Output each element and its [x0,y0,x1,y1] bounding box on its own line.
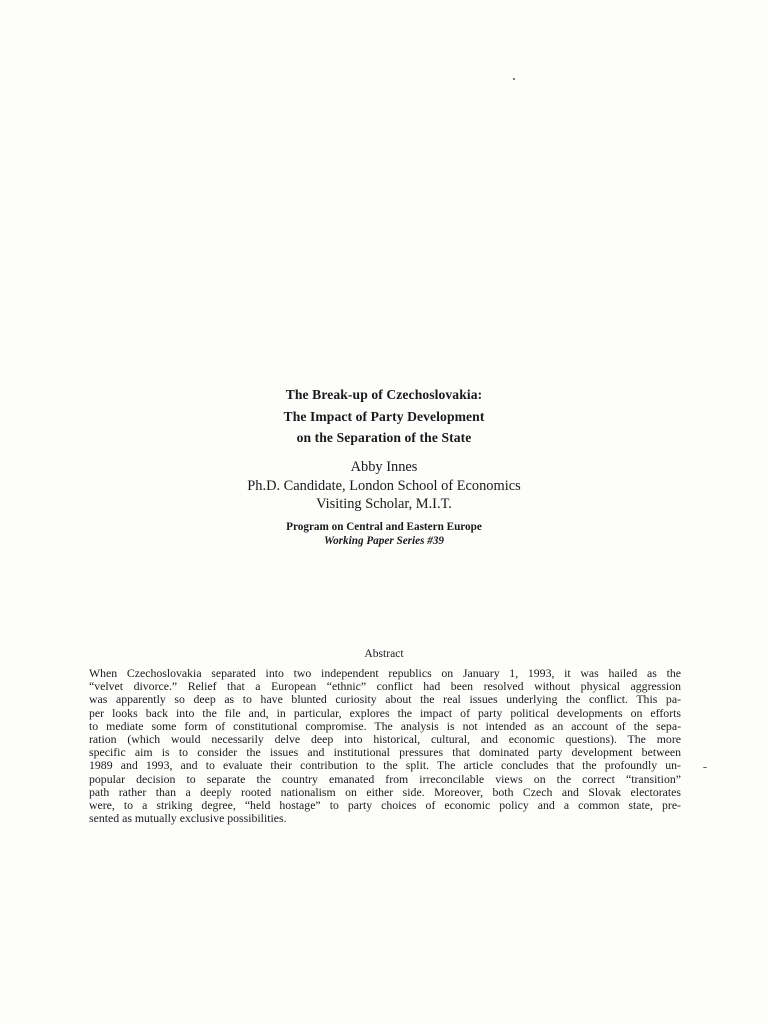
paper-title [0,384,768,449]
title-line-3: on the Separation of the State [296,430,472,445]
program-name: Program on Central and Eastern Europe [286,521,482,533]
scan-speck [513,78,515,80]
title-line-1: The Break-up of Czechoslovakia: [285,387,483,402]
scan-speck [703,767,707,768]
abstract-line: were, to a striking degree, “held hostage” to party choices of economic policy and a common state, pre- [89,798,681,813]
program-block [0,520,768,548]
abstract-line: When Czechoslovakia separated into two independent republics on January 1, 1993, it was hailed as the [89,666,681,680]
abstract-line: “velvet divorce.” Relief that a European “ethnic” conflict had been resolved without physical aggression [89,679,681,694]
abstract-line: ration (which would necessarily delve deep into historical, cultural, and economic questions). The more [89,732,681,747]
abstract-line: was apparently so deep as to have blunted curiosity about the real issues underlying the conflict. This pa- [89,692,681,707]
author-name: Abby Innes [350,459,418,475]
abstract-line: specific aim is to consider the issues and institutional pressures that dominated party development between [89,745,681,760]
author-affiliation-1: Ph.D. Candidate, London School of Economics [247,477,521,494]
abstract-line: to mediate some form of constitutional compromise. The analysis is not intended as an account of the sepa- [89,718,681,733]
abstract-line: path rather than a deeply rooted nationalism on either side. Moreover, both Czech and Slovak electorates [89,784,681,799]
author-block [0,458,768,514]
abstract-heading: Abstract [364,647,404,660]
working-paper-series: Working Paper Series #39 [323,535,445,547]
title-line-2: The Impact of Party Development [283,408,485,424]
author-affiliation-2: Visiting Scholar, M.I.T. [316,496,452,513]
abstract-body [89,667,681,825]
abstract-line: sented as mutually exclusive possibilities. [89,811,287,826]
abstract-line: 1989 and 1993, and to evaluate their contribution to the split. The article concludes that the profoundly un- [89,758,681,773]
abstract-line: per looks back into the file and, in particular, explores the impact of party political developments on efforts [89,705,681,720]
abstract-line: popular decision to separate the country emanated from irreconcilable views on the correct “transition” [89,771,681,786]
